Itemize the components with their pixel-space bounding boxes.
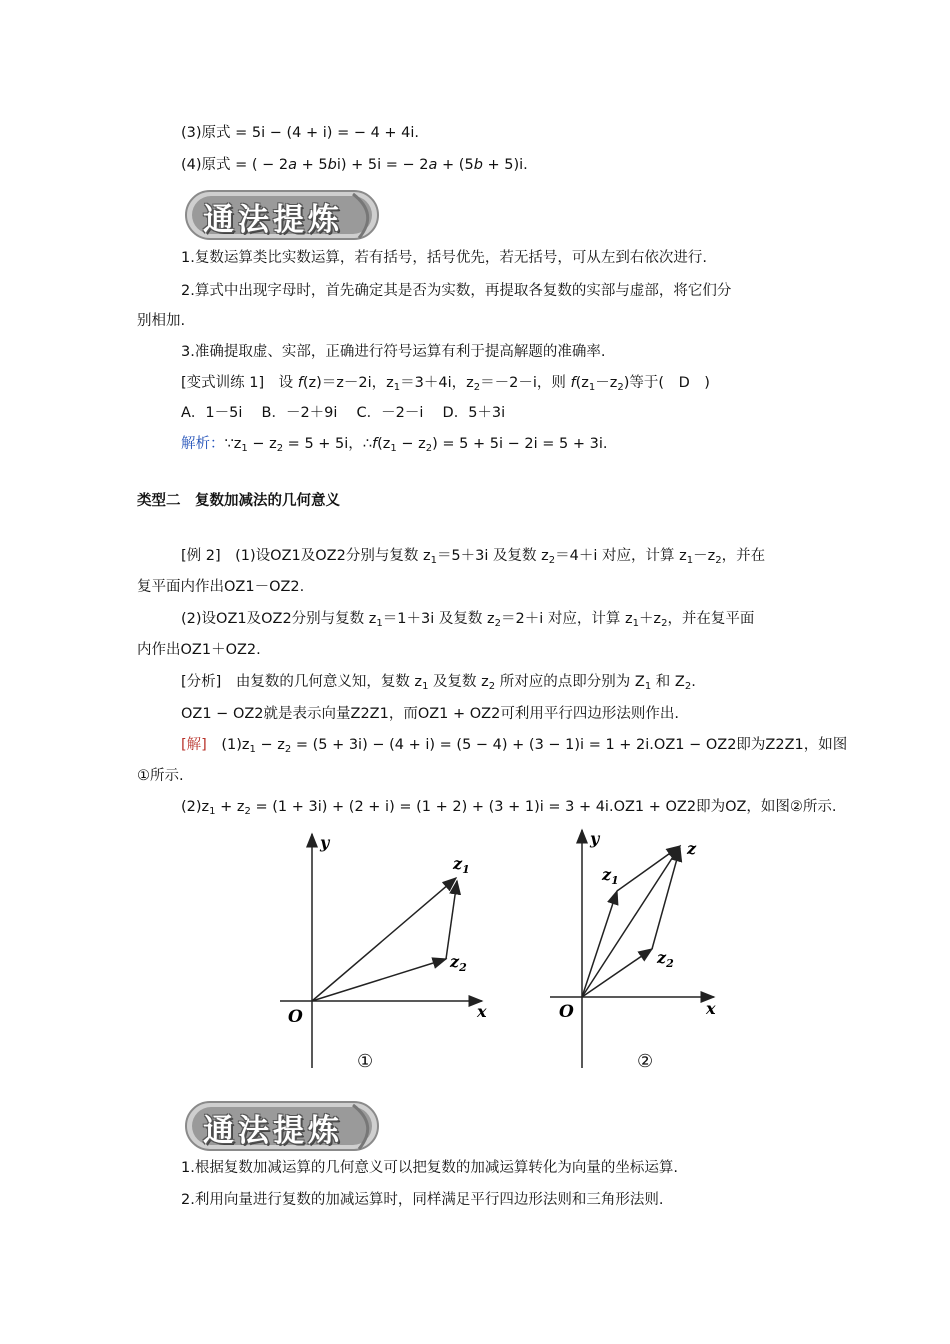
- analysis-line-2: OZ1 − OZ2就是表示向量Z2Z1，而OZ1 + OZ2可利用平行四边形法则作出.: [181, 706, 679, 722]
- method2-point-1: 1.根据复数加减运算的几何意义可以把复数的加减运算转化为向量的坐标运算.: [181, 1160, 678, 1176]
- figure-1-caption: ①: [357, 1051, 374, 1072]
- y-axis-label: y: [590, 829, 600, 848]
- method1-point-3: 3.准确提取虚、实部，正确进行符号运算有利于提高解题的准确率.: [181, 344, 606, 360]
- y-axis-label: y: [320, 833, 330, 852]
- analysis-line-1: [分析] 由复数的几何意义知，复数 $z_1$ 及复数 $z_2$ 所对应的点即分别为 $Z_1$ 和 $Z_2$.: [181, 674, 696, 692]
- method1-point-1: 1.复数运算类比实数运算，若有括号，括号优先，若无括号，可从左到右依次进行.: [181, 250, 707, 266]
- answer-line-3: (3)原式 = 5i − (4 + i) = − 4 + 4i.: [181, 125, 420, 141]
- vector-oz2: [582, 949, 652, 997]
- section-title: 类型二 复数加减法的几何意义: [137, 493, 340, 509]
- z2-label: $z_2$: [657, 948, 674, 970]
- origin-label: O: [559, 1002, 574, 1022]
- example-part-2-cont: 内作出OZ1＋OZ2.: [137, 642, 261, 658]
- exercise-options: A．1－5i B．－2＋9i C．－2－i D．5＋3i: [181, 405, 506, 421]
- method2-point-2: 2.利用向量进行复数的加减运算时，同样满足平行四边形法则和三角形法则.: [181, 1192, 664, 1208]
- vector-oz1: [312, 878, 456, 1001]
- x-axis-label: x: [477, 1002, 487, 1021]
- solution-line-1-cont: ①所示.: [137, 768, 184, 784]
- answer-line-4: (4)原式 = ( − 2a + 5bi) + 5i = − 2a + (5b + 5)i.: [181, 157, 528, 173]
- method-summary-badge: 通法提炼: [183, 186, 383, 244]
- solution-line-2: $(2)z_1 + z_2 = (1 + 3i) + (2 + i) = (1 + 2) + (3 + 1)i = 3 + 4i.OZ1 + OZ2$即为OZ，如图②所示.: [181, 799, 837, 817]
- exercise-question: [变式训练 1] 设 f(z)＝z－2i，$z_1=3+4i$，$z_2=-2-i$，则 $f(z_1-z_2)$等于( D ): [181, 375, 710, 393]
- vector-oz2: [312, 959, 446, 1001]
- method-summary-badge-2: 通法提炼: [183, 1097, 383, 1155]
- vector-oz: [582, 846, 680, 997]
- example-part-2: (2)设OZ1及OZ2分别与复数 $z_1=1+3i$ 及复数 $z_2=2+i$ 对应，计算 $z_1+z_2$，并在复平面: [181, 611, 755, 629]
- z1-label: $z_1$: [602, 865, 619, 887]
- figure-1-difference: [270, 826, 500, 1080]
- method1-point-2: 2.算式中出现字母时，首先确定其是否为实数，再提取各复数的实部与虚部，将它们分: [181, 283, 732, 299]
- method1-point-2-cont: 别相加.: [137, 313, 186, 329]
- x-axis-label: x: [706, 999, 716, 1018]
- vector-z2z1: [446, 881, 457, 959]
- origin-label: O: [288, 1007, 303, 1027]
- exercise-solution: 解析：$\because z_1 - z_2 = 5 + 5i$，$\therefore f(z_1 - z_2) = 5 + 5i - 2i = 5 + 3i$.: [181, 436, 608, 454]
- example-part-1-cont: 复平面内作出OZ1－OZ2.: [137, 579, 305, 595]
- figure-2-caption: ②: [637, 1051, 654, 1072]
- solution-line-1: [解] $(1)z_1 - z_2 = (5 + 3i) - (4 + i) = (5 - 4) + (3 - 1)i = 1 + 2i.OZ1 - OZ2$即为Z2Z1，如图: [181, 737, 848, 755]
- z-label: z: [687, 839, 697, 858]
- z2-label: $z_2$: [450, 952, 467, 974]
- z1-label: $z_1$: [453, 854, 470, 876]
- vector-oz1: [582, 891, 617, 997]
- example-part-1: [例 2] (1)设OZ1及OZ2分别与复数 $z_1=5+3i$ 及复数 $z_2=4+i$ 对应，计算 $z_1-z_2$，并在: [181, 548, 766, 566]
- figure-2-sum: [548, 826, 728, 1080]
